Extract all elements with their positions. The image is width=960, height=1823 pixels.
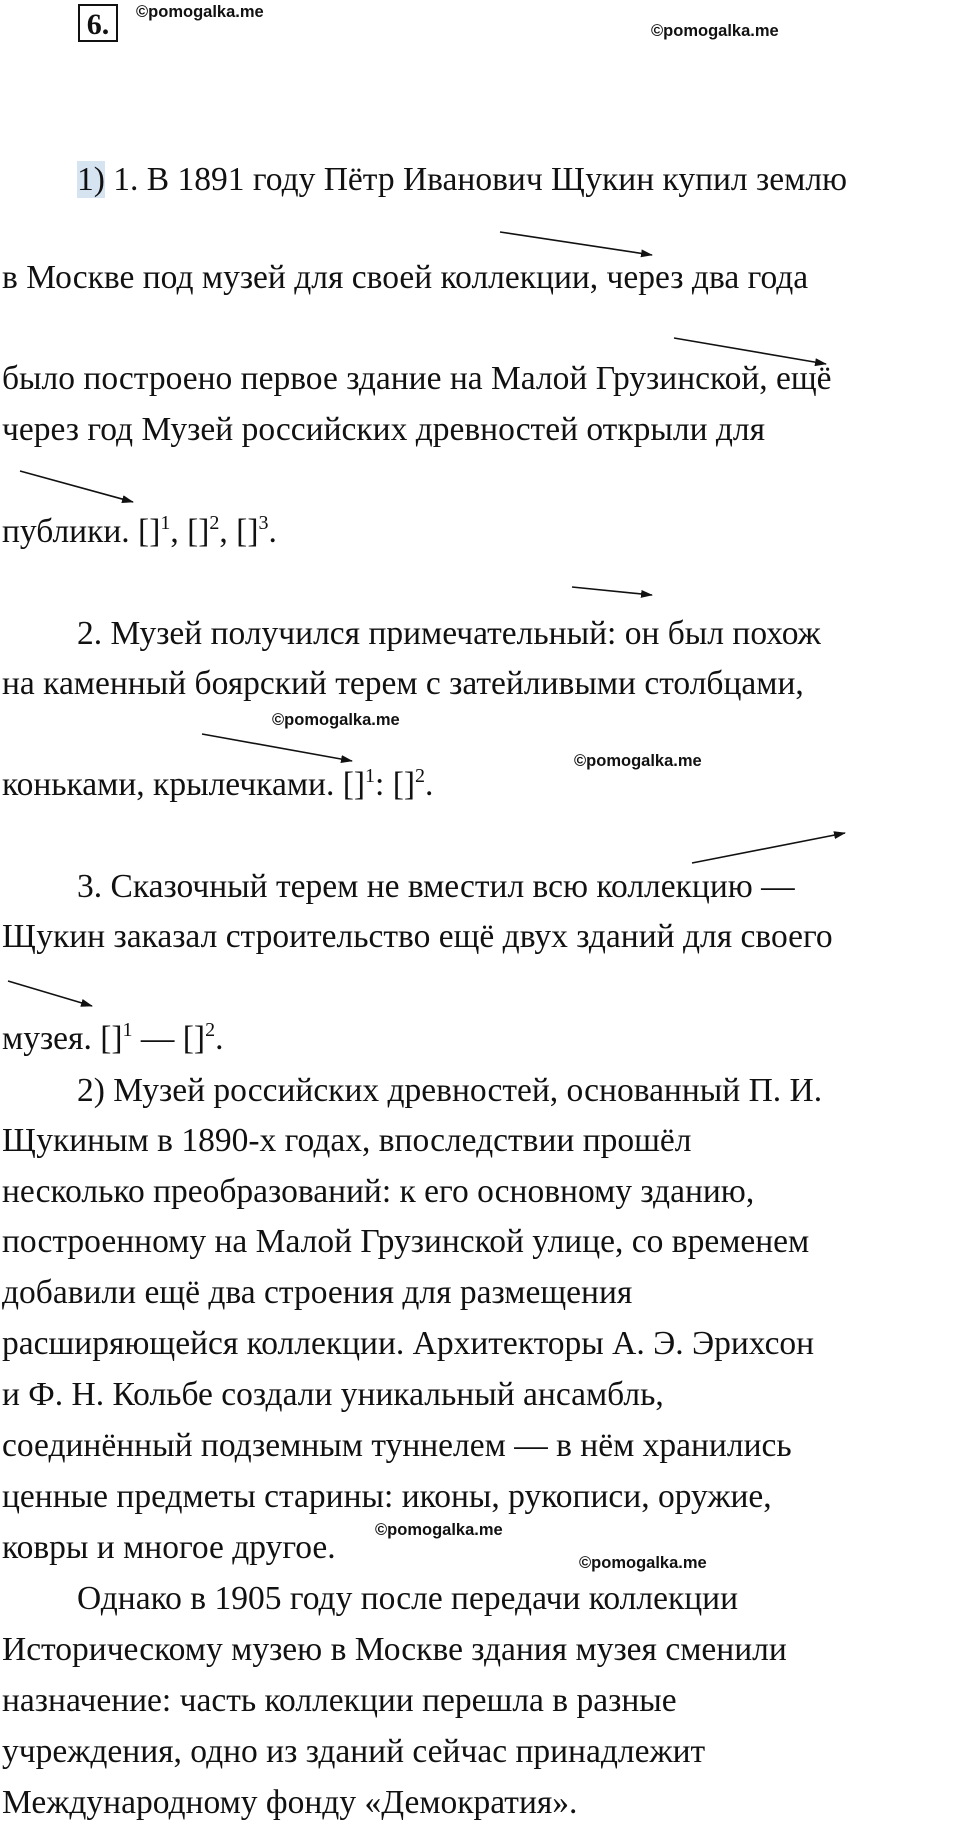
paragraph-1-line-3: было построено первое здание на Малой Грузинской, ещё (2, 360, 832, 397)
part2-line-4: построенному на Малой Грузинской улице, со временем (2, 1223, 810, 1260)
watermark: ©pomogalka.me (272, 711, 400, 729)
part2-line-15: Международному фонду «Демократия». (2, 1784, 578, 1821)
paragraph-1-line-2: в Москве под музей для своей коллекции, через два года (2, 259, 809, 296)
arrow-1 (500, 232, 652, 255)
part2-line-6: расширяющейся коллекции. Архитекторы А. Э. Эрихсон (2, 1325, 815, 1362)
arrow-3 (20, 471, 133, 502)
paragraph-1-line-4: через год Музей российских древностей открыли для (2, 411, 766, 448)
watermark: ©pomogalka.me (375, 1521, 503, 1539)
paragraph-2-line-1: 2. Музей получился примечательный: он был похож (77, 615, 821, 652)
part2-line-12: Историческому музею в Москве здания музея сменили (2, 1631, 787, 1668)
task-number-box: 6. (78, 4, 118, 42)
part2-line-8: соединённый подземным туннелем — в нём хранились (2, 1427, 792, 1464)
arrow-5 (202, 734, 352, 761)
part2-line-11: Однако в 1905 году после передачи коллекции (77, 1580, 739, 1617)
watermark: ©pomogalka.me (136, 3, 264, 21)
part2-line-14: учреждения, одно из зданий сейчас принадлежит (2, 1733, 706, 1770)
part2-line-9: ценные предметы старины: иконы, рукописи, оружие, (2, 1478, 772, 1515)
paragraph-2-line-2: на каменный боярский терем с затейливыми столбцами, (2, 665, 804, 702)
arrow-7 (8, 981, 92, 1006)
paragraph-1-line-1: 1) 1. В 1891 году Пётр Иванович Щукин купил землю (77, 161, 848, 198)
part-marker: 1) (77, 161, 105, 198)
part2-line-3: несколько преобразований: к его основному зданию, (2, 1173, 755, 1210)
watermark: ©pomogalka.me (574, 752, 702, 770)
part2-line-5: добавили ещё два строения для размещения (2, 1274, 633, 1311)
arrow-6 (692, 833, 845, 863)
paragraph-2-line-3: коньками, крылечками. []$^1$: []$^2$. (2, 765, 434, 803)
paragraph-3-line-2: Щукин заказал строительство ещё двух зданий для своего (2, 918, 833, 955)
paragraph-3-line-3: музея. []$^1$ — []$^2$. (2, 1019, 224, 1057)
paragraph-3-line-1: 3. Сказочный терем не вместил всю коллекцию — (77, 868, 795, 905)
watermark: ©pomogalka.me (579, 1554, 707, 1572)
watermark: ©pomogalka.me (651, 22, 779, 40)
part2-line-7: и Ф. Н. Кольбе создали уникальный ансамбль, (2, 1376, 664, 1413)
paragraph-1-line-5: публики. []$^1$, []$^2$, []$^3$. (2, 512, 277, 550)
part2-line-1: 2) Музей российских древностей, основанный П. И. (77, 1072, 823, 1109)
arrow-4 (572, 587, 652, 595)
part2-line-2: Щукиным в 1890-х годах, впоследствии прошёл (2, 1122, 692, 1159)
part2-line-10: ковры и многое другое. (2, 1529, 336, 1566)
part2-line-13: назначение: часть коллекции перешла в разные (2, 1682, 677, 1719)
